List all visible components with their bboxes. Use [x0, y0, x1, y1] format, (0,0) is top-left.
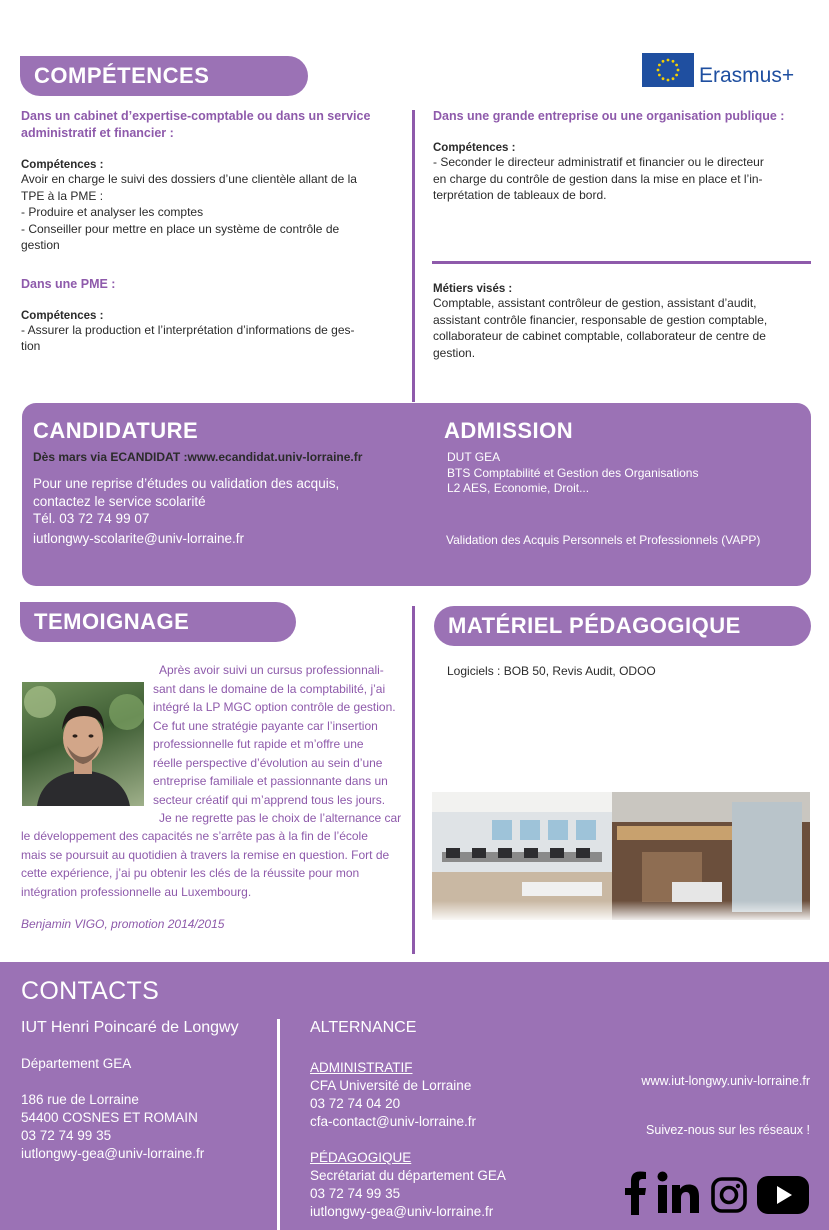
alternance-title: ALTERNANCE: [310, 1019, 417, 1036]
text-line: contactez le service scolarité: [33, 493, 206, 509]
phone-number: 03 72 74 04 20: [310, 1096, 401, 1111]
text-line: entreprise familiale et passionnante dans un: [153, 774, 388, 788]
cabinet-heading: [21, 108, 399, 142]
text-line: - Conseiller pour mettre en place un système de contrôle de: [21, 221, 340, 236]
logiciels-line: Logiciels : BOB 50, Revis Audit, ODOO: [447, 664, 656, 678]
candidature-contact: [33, 475, 413, 547]
phone-number: 03 72 74 99 35: [310, 1186, 401, 1201]
cabinet-competences-text: [21, 171, 399, 254]
contacts-title: CONTACTS: [21, 977, 160, 1005]
testimonial-author: Benjamin VIGO, promotion 2014/2015: [21, 917, 225, 931]
competences-title: [20, 56, 308, 96]
metiers-label: Métiers visés :: [433, 283, 513, 295]
text-line: Je ne regrette pas le choix de l’alternance car: [159, 811, 402, 825]
text-line: réelle perspective d’évolution au sein d’une: [153, 755, 383, 770]
text-line: Secrétariat du département GEA: [310, 1168, 506, 1183]
footer-divider: [277, 1019, 280, 1230]
eu-flag-icon: [642, 53, 694, 87]
text-line: mais se poursuit au quotidien à travers la remise en question. Fort de: [21, 847, 390, 862]
materiel-title-text: MATÉRIEL PÉDAGOGIQUE: [448, 613, 741, 638]
metiers-block: [433, 283, 811, 361]
cabinet-heading-line: administratif et financier :: [21, 126, 174, 140]
competences-right: [433, 108, 811, 204]
text-line: intégration professionnelle au Luxembourg.: [21, 884, 252, 899]
portrait-illustration: [22, 682, 144, 806]
student-photo: [22, 682, 144, 806]
website-link[interactable]: www.iut-longwy.univ-lorraine.fr: [641, 1074, 810, 1088]
email-link[interactable]: iutlongwy-gea@univ-lorraine.fr: [310, 1204, 494, 1219]
email-link[interactable]: iutlongwy-gea@univ-lorraine.fr: [21, 1146, 205, 1161]
classroom-photo: [432, 792, 810, 920]
social-icons: [624, 1169, 814, 1217]
dept-name: Département GEA: [21, 1056, 132, 1071]
instagram-icon[interactable]: [711, 1177, 747, 1213]
text-line: - Assurer la production et l’interprétation d’informations de ges-: [21, 322, 355, 337]
metiers-divider: [432, 261, 811, 264]
pme-heading: Dans une PME :: [21, 276, 116, 291]
text-line: DUT GEA: [447, 450, 501, 464]
grande-entreprise-competences-text: [433, 154, 811, 204]
metiers-text: [433, 295, 811, 361]
materiel-title: [434, 606, 811, 646]
text-line: 54400 COSNES ET ROMAIN: [21, 1110, 198, 1125]
text-line: professionnelle fut rapide et m’offre une: [153, 737, 364, 751]
iut-name: IUT Henri Poincaré de Longwy: [21, 1019, 239, 1036]
lower-divider: [412, 606, 415, 954]
iut-address: [21, 1091, 276, 1163]
erasmus-label: Erasmus+: [699, 64, 795, 87]
admin-contact: [310, 1077, 600, 1131]
text-line: gestion: [21, 238, 60, 252]
contacts-iut: [21, 1019, 276, 1163]
competences-divider: [412, 110, 415, 402]
candidature-title: CANDIDATURE: [33, 418, 199, 443]
text-line: gestion.: [433, 345, 476, 360]
text-line: - Produire et analyser les comptes: [21, 205, 204, 219]
text-line: en charge du contrôle de gestion dans la mise en place et l’in-: [433, 171, 763, 186]
email-link[interactable]: cfa-contact@univ-lorraine.fr: [310, 1114, 477, 1129]
text-line: cette expérience, j’ai pu obtenir les clés de la réussite pour mon: [21, 866, 360, 880]
grande-entreprise-heading: Dans une grande entreprise ou une organisation publique :: [433, 109, 785, 123]
text-line: assistant contrôle financier, responsable de gestion comptable,: [433, 312, 768, 327]
admission-section: [444, 418, 804, 547]
phone-number: Tél. 03 72 74 99 07: [33, 511, 150, 526]
text-line: le développement des capacités ne s’arrête pas à la fin de l’école: [21, 829, 368, 843]
testimonial-side-text: [153, 661, 404, 828]
cabinet-competences-label: Compétences :: [21, 159, 104, 171]
vapp-line: Validation des Acquis Personnels et Professionnels (VAPP): [446, 532, 761, 547]
linkedin-icon[interactable]: [657, 1171, 701, 1215]
text-line: 186 rue de Lorraine: [21, 1092, 139, 1107]
text-line: TPE à la PME :: [21, 188, 104, 203]
phone-number: 03 72 74 99 35: [21, 1128, 112, 1143]
classroom-illustration: [432, 792, 810, 920]
grande-entreprise-competences-label: Compétences :: [433, 142, 516, 154]
temoignage-title-text: TEMOIGNAGE: [34, 609, 190, 634]
admission-title: ADMISSION: [444, 418, 574, 443]
peda-label: PÉDAGOGIQUE: [310, 1150, 412, 1165]
text-line: collaborateur de cabinet comptable, collaborateur de centre de: [433, 329, 766, 343]
testimonial-full-text: [21, 827, 404, 901]
text-line: Ce fut une stratégie payante car l’insertion: [153, 718, 378, 733]
cabinet-heading-line: Dans un cabinet d’expertise-comptable ou dans un service: [21, 109, 371, 123]
candidature-section: [33, 418, 413, 547]
text-line: Avoir en charge le suivi des dossiers d’une clientèle allant de la: [21, 172, 357, 186]
text-line: Après avoir suivi un cursus professionnali-: [159, 663, 384, 677]
text-line: BTS Comptabilité et Gestion des Organisations: [447, 465, 699, 480]
email-link[interactable]: iutlongwy-scolarite@univ-lorraine.fr: [33, 530, 245, 546]
pme-competences-text: [21, 322, 399, 355]
text-line: tion: [21, 339, 41, 353]
text-line: CFA Université de Lorraine: [310, 1078, 472, 1093]
temoignage-title: [20, 602, 296, 642]
pme-competences-label: Compétences :: [21, 309, 104, 322]
admin-label: ADMINISTRATIF: [310, 1060, 413, 1075]
competences-left: [21, 108, 399, 355]
peda-contact: [310, 1167, 600, 1221]
text-line: - Seconder le directeur administratif et financier ou le directeur: [433, 155, 764, 169]
text-line: L2 AES, Economie, Droit...: [447, 481, 590, 495]
text-line: terprétation de tableaux de bord.: [433, 188, 607, 202]
facebook-icon[interactable]: [624, 1171, 648, 1215]
text-line: secteur créatif qui m’apprend tous les jours.: [153, 792, 386, 807]
youtube-icon[interactable]: [757, 1176, 809, 1214]
admission-list: [444, 450, 804, 497]
text-line: sant dans le domaine de la comptabilité, j’ai: [153, 681, 386, 696]
social-text: Suivez-nous sur les réseaux !: [646, 1123, 810, 1137]
contacts-alternance: [310, 1019, 600, 1221]
text-line: Pour une reprise d’études ou validation des acquis,: [33, 476, 340, 491]
erasmus-logo: [642, 52, 812, 92]
competences-title-text: COMPÉTENCES: [34, 63, 210, 88]
ecandidat-line: Dès mars via ECANDIDAT :www.ecandidat.univ-lorraine.fr: [33, 450, 363, 464]
text-line: intégré la LP MGC option contrôle de gestion.: [153, 700, 396, 714]
text-line: Comptable, assistant contrôleur de gestion, assistant d’audit,: [433, 296, 757, 310]
